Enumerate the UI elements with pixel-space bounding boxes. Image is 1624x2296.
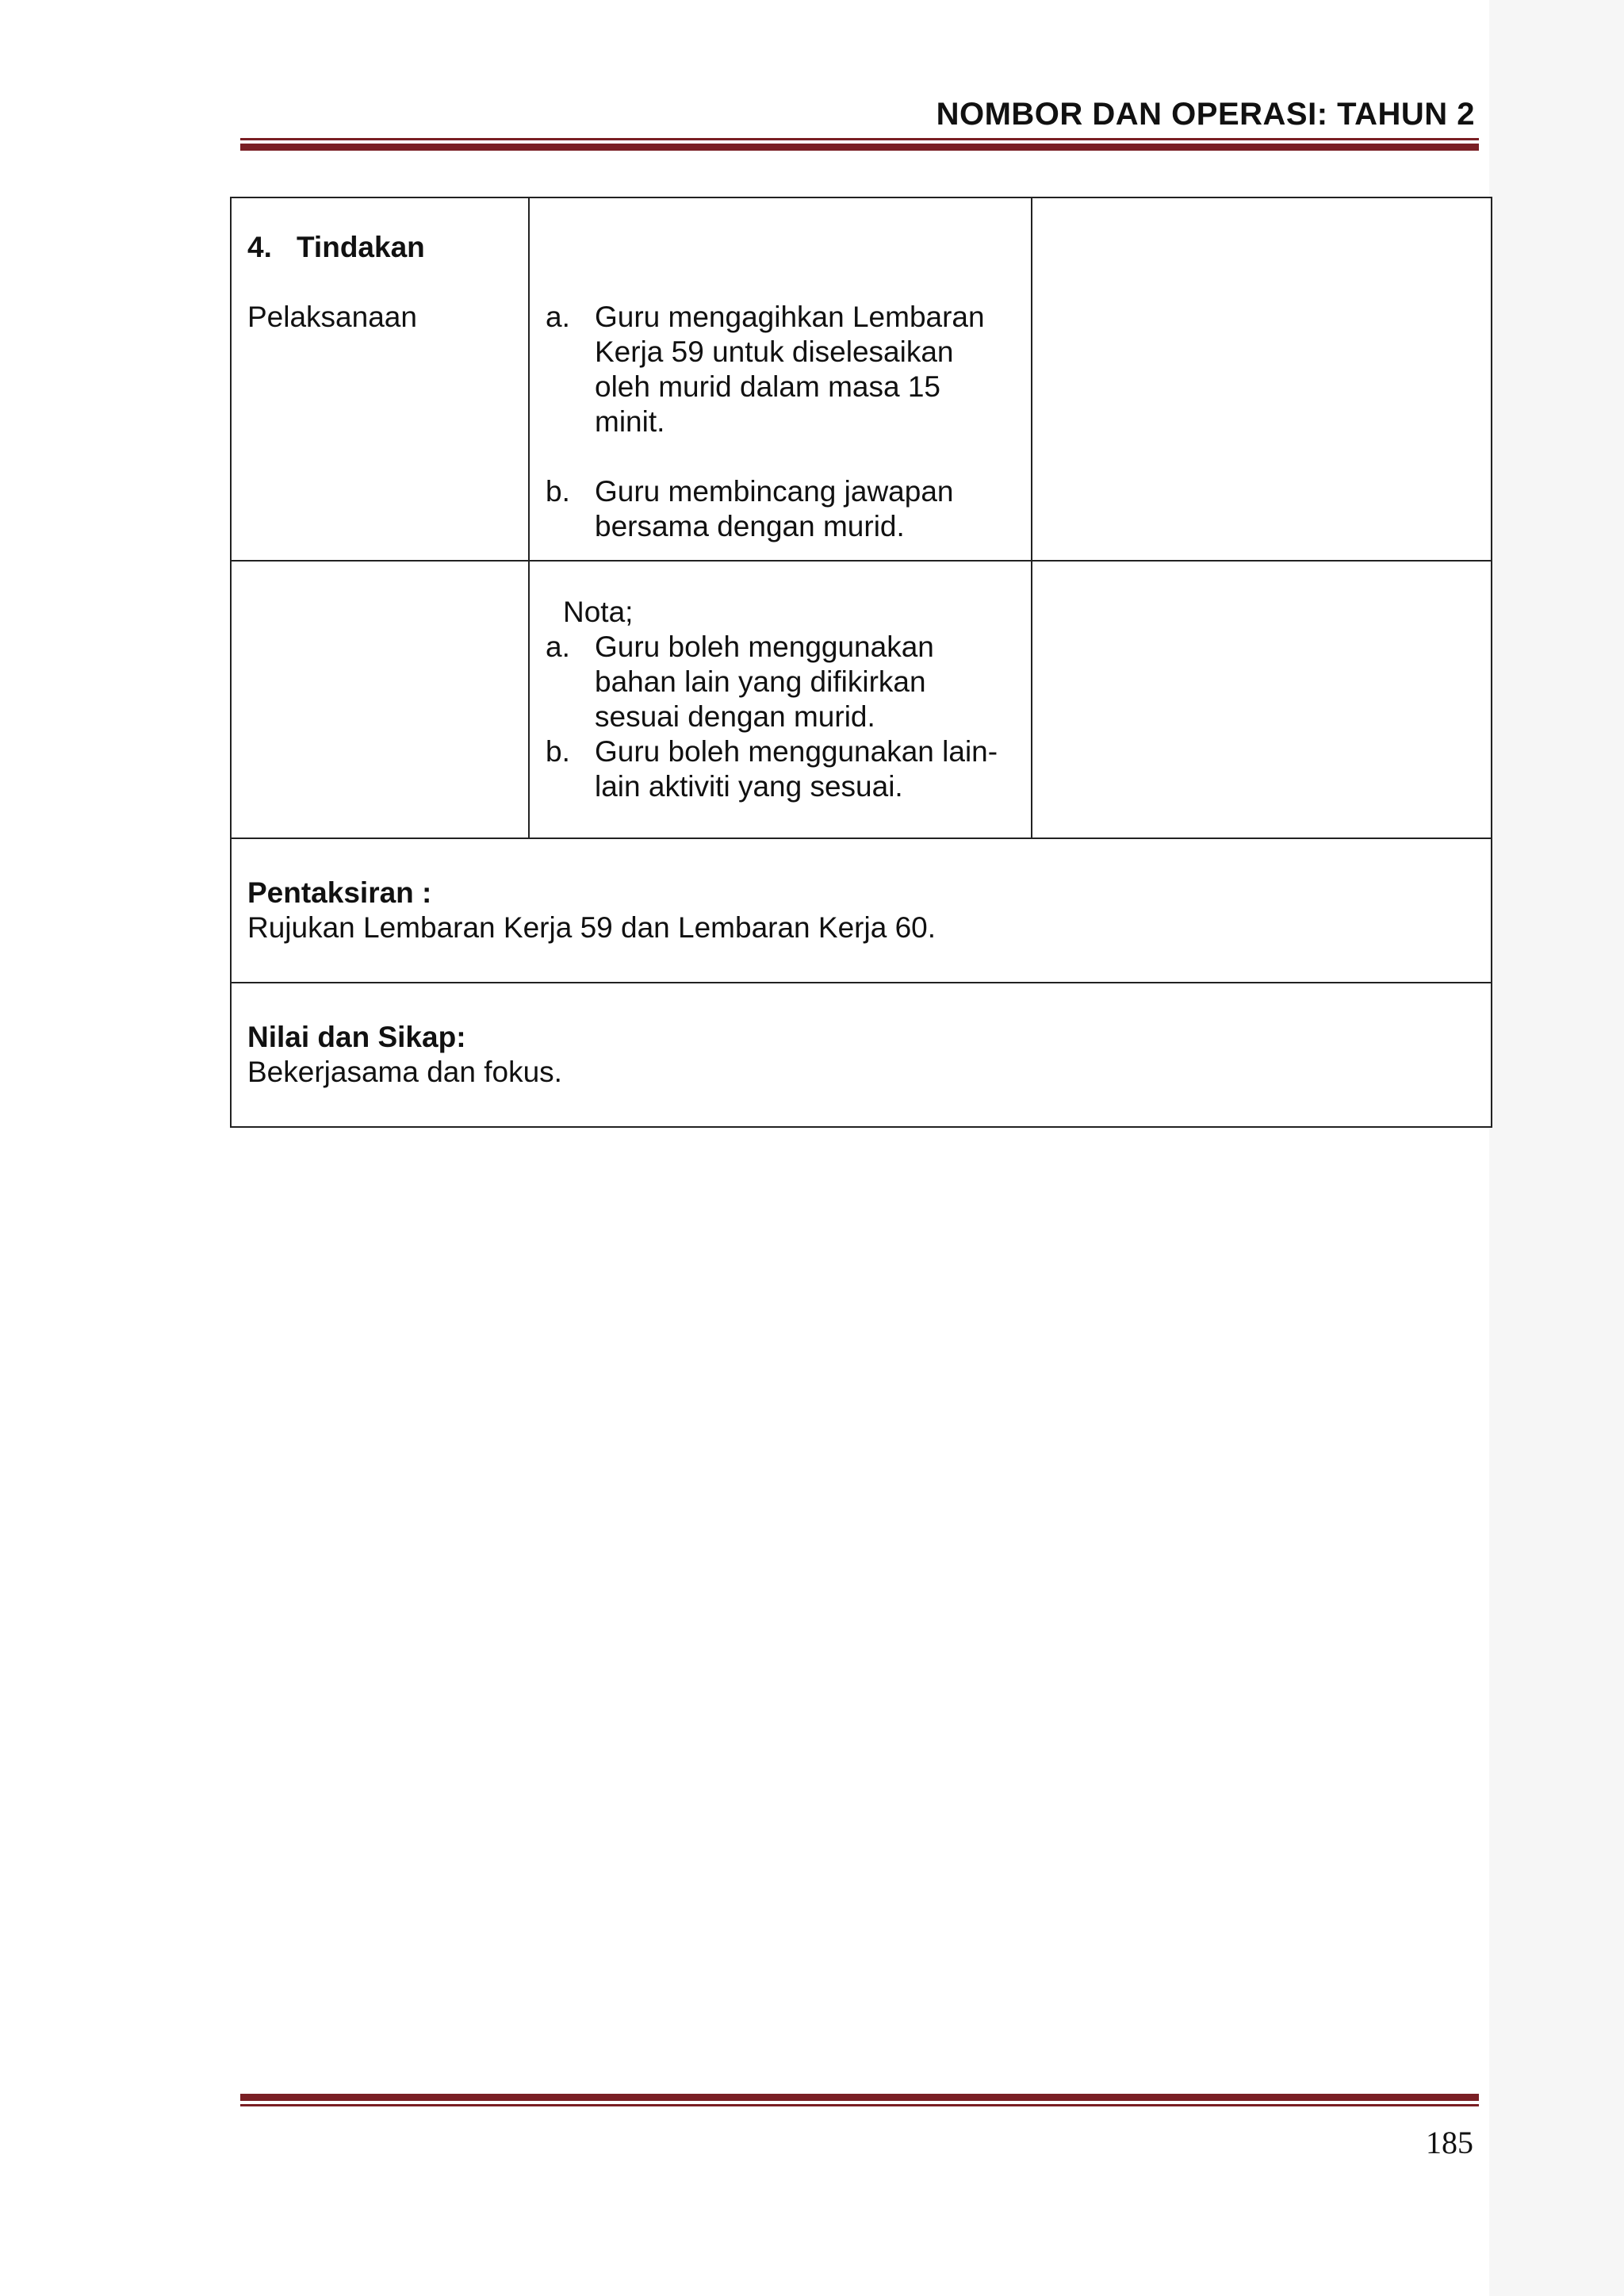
list-text: Guru membincang jawapan bersama dengan murid. [595,475,954,542]
list-item [546,734,1015,804]
header-rule [240,138,1479,151]
page-header-title: NOMBOR DAN OPERASI: TAHUN 2 [936,97,1475,132]
nota-list [546,630,1015,804]
step-cell [231,197,529,561]
step-number: 4. [247,231,272,263]
list-marker: a. [546,301,570,333]
list-marker: a. [546,631,570,663]
list-text: Guru mengagihkan Lembaran Kerja 59 untuk diselesaikan oleh murid dalam masa 15 minit. [595,301,985,438]
list-text: Guru boleh menggunakan bahan lain yang difikirkan sesuai dengan murid. [595,631,934,733]
list-item [546,630,1015,734]
nota-right-cell [1032,561,1492,838]
step-notes-cell [1032,197,1492,561]
step-heading [247,230,512,265]
step-activities-cell [529,197,1032,561]
list-item [546,300,1015,439]
list-item [546,474,1015,544]
nota-left-cell [231,561,529,838]
step-title: Tindakan [297,231,425,263]
nota-title: Nota; [563,596,634,628]
list-marker: b. [546,735,570,768]
assessment-text: Rujukan Lembaran Kerja 59 dan Lembaran Kerja 60. [247,911,936,944]
list-marker: b. [546,475,570,508]
page-number: 185 [1426,2125,1473,2160]
table-row-tindakan [231,197,1492,561]
step-subtitle: Pelaksanaan [247,301,417,333]
values-label: Nilai dan Sikap: [247,1021,466,1053]
assessment-cell [231,838,1492,983]
page-margin-shade [1489,0,1624,2296]
table-row-nilai [231,983,1492,1127]
footer-rule [240,2094,1479,2106]
step-activity-list [546,300,1015,544]
lesson-table [230,197,1492,1128]
values-text: Bekerjasama dan fokus. [247,1056,562,1088]
table-row-pentaksiran [231,838,1492,983]
list-text: Guru boleh menggunakan lain-lain aktiviti yang sesuai. [595,735,998,803]
assessment-label: Pentaksiran : [247,876,432,909]
table-row-nota [231,561,1492,838]
values-cell [231,983,1492,1127]
nota-cell [529,561,1032,838]
